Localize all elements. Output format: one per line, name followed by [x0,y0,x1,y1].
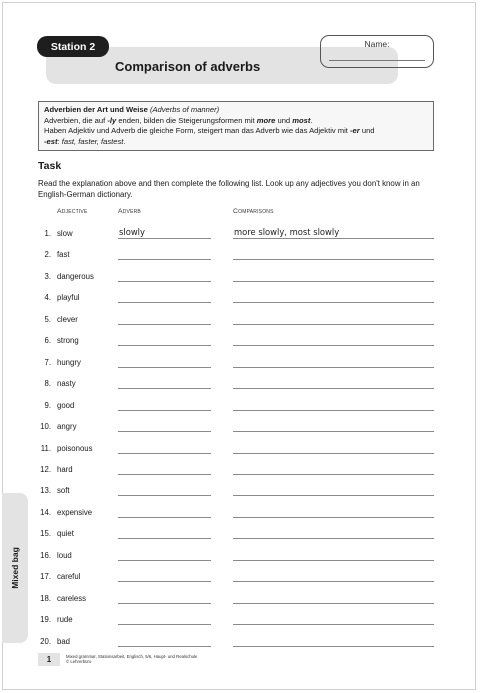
row-adjective: fast [57,250,70,260]
row-adjective: hard [57,464,73,474]
row-number: 3. [44,271,51,281]
row-number: 17. [40,572,51,582]
adverb-answer-line[interactable] [118,345,211,346]
row-adjective: careful [57,572,81,582]
comparison-answer-line[interactable] [233,281,434,282]
row-number: 19. [40,615,51,625]
table-row [0,250,480,264]
row-adjective: expensive [57,507,93,517]
name-label: Name: [364,39,390,49]
footer-line-2: © Lehrerbüro [66,659,92,665]
table-row [0,336,480,350]
comparison-answer-line[interactable] [233,646,434,647]
table-row [0,358,480,372]
row-adjective: good [57,400,75,410]
page-title: Comparison of adverbs [115,59,261,74]
table-row [0,551,480,565]
comparison-answer-line[interactable] [233,603,434,604]
table-row [0,486,480,500]
row-number: 5. [44,314,51,324]
adverb-answer-line[interactable] [118,474,211,475]
adverb-answer-line[interactable] [118,560,211,561]
name-box[interactable] [320,35,434,68]
comparison-answer-line[interactable] [233,624,434,625]
row-number: 16. [40,550,51,560]
table-row [0,615,480,629]
comparison-answer-line[interactable] [233,474,434,475]
adverb-answer: slowly [119,227,145,237]
row-number: 9. [44,400,51,410]
table-row [0,572,480,586]
row-adjective: hungry [57,357,81,367]
row-adjective: playful [57,293,80,303]
table-row [0,379,480,393]
table-row [0,401,480,415]
comparison-answer-line[interactable] [233,259,434,260]
adverb-answer-line[interactable] [118,281,211,282]
name-line [329,60,425,61]
column-header-adverb: Adverb [118,208,141,215]
row-number: 6. [44,336,51,346]
task-instructions: Read the explanation above and then complete the following list. Look up any adjectives you don't know in an English-German dictionary. [38,179,420,199]
comparison-answer-line[interactable] [233,581,434,582]
table-row [0,229,480,243]
comparison-answer-line[interactable] [233,410,434,411]
table-row [0,508,480,522]
adverb-answer-line[interactable] [118,410,211,411]
task-heading: Task [38,160,62,172]
comparison-answer-line[interactable] [233,388,434,389]
row-adjective: quiet [57,529,74,539]
table-row [0,594,480,608]
column-header-adjective: Adjective [57,208,88,215]
row-adjective: careless [57,593,87,603]
adverb-answer-line[interactable] [118,517,211,518]
comparison-answer-line[interactable] [233,453,434,454]
row-number: 7. [44,357,51,367]
comparison-answer-line[interactable] [233,495,434,496]
comparison-answer: more slowly, most slowly [234,227,340,237]
table-row [0,422,480,436]
row-adjective: bad [57,636,71,646]
adverb-answer-line[interactable] [118,324,211,325]
row-number: 14. [40,507,51,517]
adverb-answer-line[interactable] [118,603,211,604]
table-row [0,637,480,651]
adverb-answer-line[interactable] [118,388,211,389]
row-adjective: loud [57,550,72,560]
adverb-answer-line[interactable] [118,302,211,303]
footer-line-1: Mixed grammar, Stationsarbeit, Englisch, 5/6, Haupt- und Realschule [66,654,198,659]
comparison-answer-line[interactable] [233,517,434,518]
info-line-3: Haben Adjektiv und Adverb die gleiche Form, steigert man das Adverb wie das Adjektiv mit -er und [44,126,375,136]
adverb-answer-line[interactable] [118,624,211,625]
page-number: 1 [38,653,60,666]
info-box [38,101,434,151]
adverb-answer-line[interactable] [118,646,211,647]
info-line-4: -est: fast, faster, fastest. [44,136,126,146]
adverb-answer-line[interactable] [118,431,211,432]
comparison-answer-line[interactable] [233,538,434,539]
column-header-comparisons: Comparisons [233,208,274,215]
adverb-answer-line[interactable] [118,367,211,368]
comparison-answer-line[interactable] [233,431,434,432]
adverb-answer-line[interactable] [118,453,211,454]
row-adjective: soft [57,486,70,496]
comparison-answer-line[interactable] [233,238,434,239]
adverb-answer-line[interactable] [118,538,211,539]
row-number: 4. [44,293,51,303]
row-number: 15. [40,529,51,539]
info-line-2: Adverbien, die auf -ly enden, bilden die Steigerungsformen mit more und most. [44,115,313,125]
row-number: 2. [44,250,51,260]
adverb-answer-line[interactable] [118,259,211,260]
adverb-answer-line[interactable] [118,495,211,496]
row-number: 8. [44,379,51,389]
row-adjective: nasty [57,379,76,389]
row-adjective: clever [57,314,78,324]
row-number: 13. [40,486,51,496]
row-number: 12. [40,464,51,474]
row-adjective: strong [57,336,79,346]
comparison-answer-line[interactable] [233,367,434,368]
info-line-1: Adverbien der Art und Weise (Adverbs of manner) [44,105,220,114]
table-row [0,465,480,479]
station-badge: Station 2 [37,36,109,57]
table-row [0,529,480,543]
row-adjective: dangerous [57,271,94,281]
row-adjective: angry [57,422,77,432]
comparison-answer-line[interactable] [233,324,434,325]
row-adjective: slow [57,229,73,238]
row-adjective: poisonous [57,443,93,453]
adverb-answer-line[interactable] [118,238,211,239]
side-tab-label: Mixed bag [10,547,20,589]
comparison-answer-line[interactable] [233,560,434,561]
table-row [0,272,480,286]
comparison-answer-line[interactable] [233,302,434,303]
table-row [0,315,480,329]
row-number: 10. [40,422,51,432]
footer-text [66,654,197,665]
row-adjective: rude [57,615,73,625]
comparison-answer-line[interactable] [233,345,434,346]
adverb-answer-line[interactable] [118,581,211,582]
row-number: 1. [44,229,51,238]
row-number: 11. [40,443,51,453]
table-row [0,293,480,307]
row-number: 20. [40,636,51,646]
row-number: 18. [40,593,51,603]
table-row [0,444,480,458]
